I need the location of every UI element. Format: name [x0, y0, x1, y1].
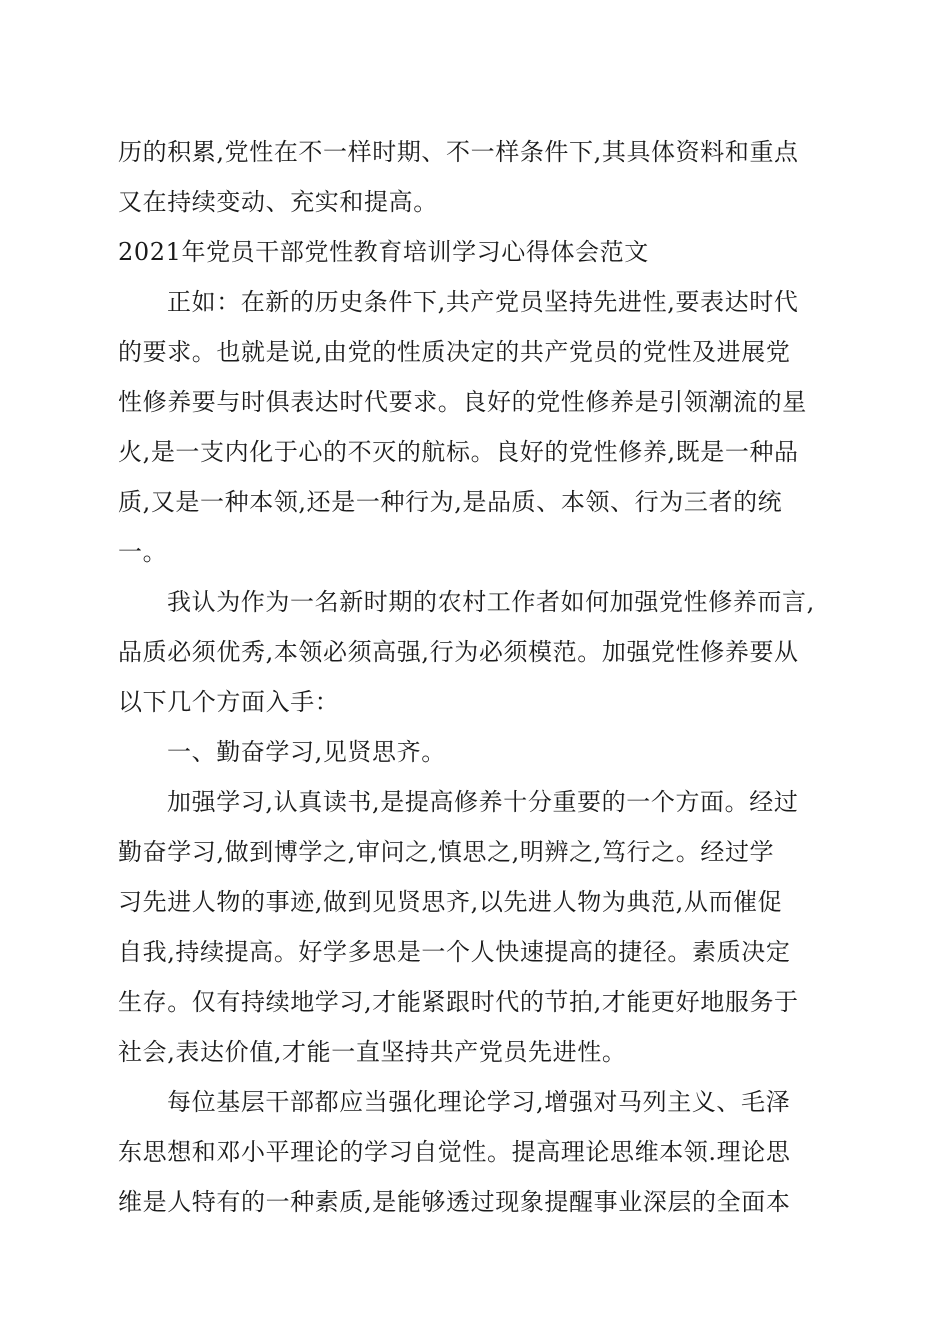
body-text-line: 习先进人物的事迹,做到见贤思齐,以先进人物为典范,从而催促 — [118, 888, 783, 916]
body-text-line: 东思想和邓小平理论的学习自觉性。提高理论思维本领.理论思 — [118, 1138, 791, 1166]
body-text-line: 维是人特有的一种素质,是能够透过现象提醒事业深层的全面本 — [118, 1188, 791, 1216]
body-text-line: 火,是一支内化于心的不灭的航标。良好的党性修养,既是一种品 — [118, 438, 799, 466]
section-heading: 2021年党员干部党性教育培训学习心得体会范文 — [118, 238, 649, 266]
body-text-line: 历的积累,党性在不一样时期、不一样条件下,其具体资料和重点 — [118, 138, 799, 166]
paragraph-first-line: 加强学习,认真读书,是提高修养十分重要的一个方面。经过 — [167, 788, 799, 816]
body-text-line: 又在持续变动、充实和提高。 — [118, 188, 438, 216]
body-text-line: 的要求。也就是说,由党的性质决定的共产党员的党性及进展党 — [118, 338, 791, 366]
subsection-heading: 一、勤奋学习,见贤思齐。 — [167, 738, 446, 766]
body-text-line: 自我,持续提高。好学多思是一个人快速提高的捷径。素质决定 — [118, 938, 791, 966]
body-text-line: 一。 — [118, 538, 168, 566]
body-text-line: 以下几个方面入手： — [118, 688, 340, 716]
body-text-line: 性修养要与时俱表达时代要求。良好的党性修养是引领潮流的星 — [118, 388, 807, 416]
paragraph-first-line: 正如：在新的历史条件下,共产党员坚持先进性,要表达时代 — [167, 288, 799, 316]
body-text-line: 品质必须优秀,本领必须高强,行为必须模范。加强党性修养要从 — [118, 638, 799, 666]
body-text-line: 勤奋学习,做到博学之,审问之,慎思之,明辨之,笃行之。经过学 — [118, 838, 775, 866]
body-text-line: 社会,表达价值,才能一直坚持共产党员先进性。 — [118, 1038, 627, 1066]
paragraph-first-line: 我认为作为一名新时期的农村工作者如何加强党性修养而言, — [167, 588, 815, 616]
body-text-line: 生存。仅有持续地学习,才能紧跟时代的节拍,才能更好地服务于 — [118, 988, 799, 1016]
paragraph-first-line: 每位基层干部都应当强化理论学习,增强对马列主义、毛泽 — [167, 1088, 791, 1116]
body-text-line: 质,又是一种本领,还是一种行为,是品质、本领、行为三者的统 — [118, 488, 783, 516]
